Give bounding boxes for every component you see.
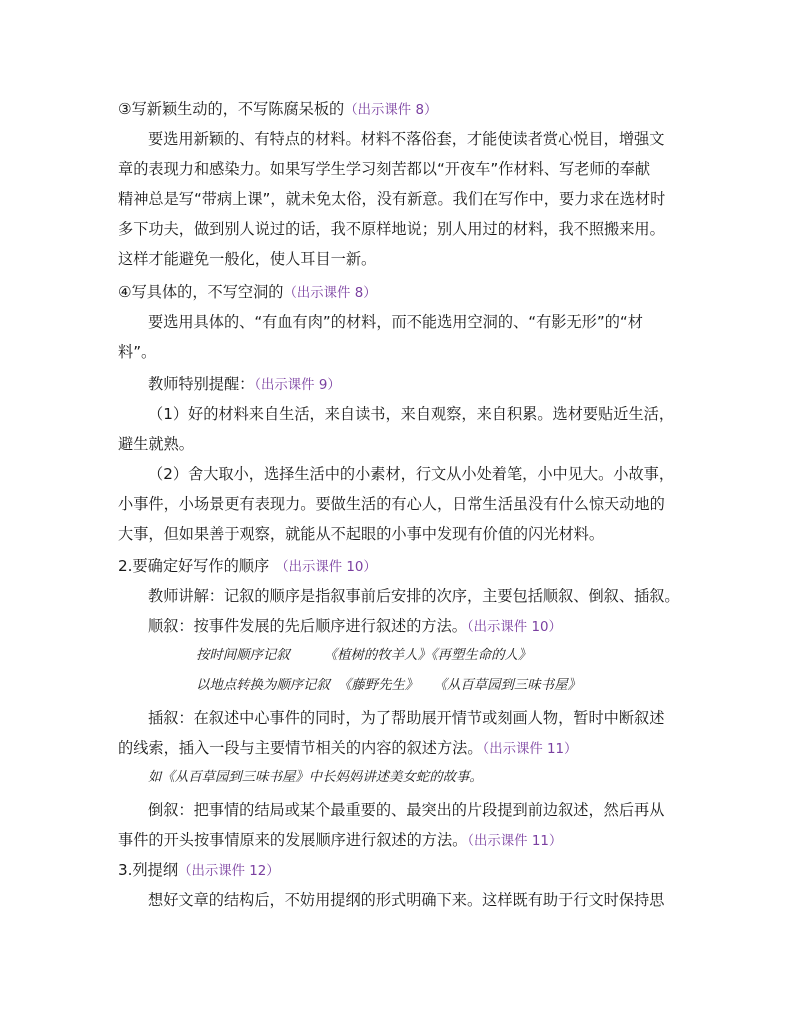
example-label: 以地点转换为顺序记叙 bbox=[196, 678, 330, 693]
courseware-ref: （出示课件 8） bbox=[344, 103, 438, 118]
courseware-ref: （出示课件 10） bbox=[466, 620, 562, 635]
courseware-ref: （出示课件 8） bbox=[283, 286, 377, 301]
paragraph-line: 小事件，小场景更有表现力。要做生活的有心人，日常生活虽没有什么惊天动地的 bbox=[118, 495, 665, 513]
example-label: 按时间顺序记叙 bbox=[196, 648, 290, 663]
paragraph-line: 精神总是写“带病上课”，就未免太俗，没有新意。我们在写作中，要力求在选材时 bbox=[118, 190, 666, 208]
paragraph-line: 料”。 bbox=[118, 343, 157, 361]
example-work: 《从百草园到三味书屋》 bbox=[440, 678, 581, 693]
courseware-ref: （出示课件 11） bbox=[482, 742, 578, 757]
paragraph-line: 大事，但如果善于观察，就能从不起眼的小事中发现有价值的闪光材料。 bbox=[118, 525, 604, 543]
example-work: 《藤野先生》 bbox=[337, 678, 419, 693]
courseware-ref: （出示课件 9） bbox=[254, 378, 341, 393]
example-place-order bbox=[196, 674, 581, 698]
tip-label-text: 教师特别提醒： bbox=[148, 375, 255, 393]
paragraph-line: 想好文章的结构后，不妨用提纲的形式明确下来。这样既有助于行文时保持思 bbox=[148, 891, 665, 909]
courseware-ref: （出示课件 10） bbox=[275, 560, 377, 575]
example-works: 《植树的牧羊人》《再塑生命的人》 bbox=[323, 648, 532, 663]
paragraph-line: 这样才能避免一般化，使人耳目一新。 bbox=[118, 250, 377, 268]
courseware-ref: （出示课件 11） bbox=[467, 834, 563, 849]
shun-text: 顺叙：按事件发展的先后顺序进行叙述的方法。 bbox=[148, 617, 467, 635]
heading-text: 3.列提纲 bbox=[118, 861, 179, 879]
section-3-heading bbox=[118, 97, 437, 123]
courseware-ref: （出示课件 12） bbox=[178, 864, 280, 879]
paragraph-line: 多下功夫，做到别人说过的话，我不原样地说；别人用过的材料，我不照搬来用。 bbox=[118, 220, 665, 238]
shun-definition bbox=[148, 614, 562, 640]
paragraph-line: 避生就熟。 bbox=[118, 435, 194, 453]
cha-definition: 插叙：在叙述中心事件的同时，为了帮助展开情节或刻画人物，暂时中断叙述 bbox=[148, 709, 665, 727]
tip-item-2: （2）舍大取小，选择生活中的小素材，行文从小处着笔，小中见大。小故事， bbox=[148, 465, 675, 483]
tip-item-1: （1）好的材料来自生活，来自读书，来自观察，来自积累。选材要贴近生活， bbox=[148, 405, 675, 423]
heading-text: ④写具体的，不写空洞的 bbox=[118, 283, 284, 301]
example-time-order bbox=[196, 644, 531, 668]
heading-text: 2.要确定好写作的顺序 bbox=[118, 557, 270, 575]
dao-text: 事件的开头按事情原来的发展顺序进行叙述的方法。 bbox=[118, 831, 468, 849]
cha-text: 的线索，插入一段与主要情节相关的内容的叙述方法。 bbox=[118, 739, 483, 757]
paragraph-line bbox=[118, 828, 562, 854]
outline-heading bbox=[118, 858, 280, 884]
paragraph-line: 要选用具体的、“有血有肉”的材料，而不能选用空洞的、“有影无形”的“材 bbox=[148, 313, 643, 331]
order-heading bbox=[118, 554, 377, 580]
paragraph-line: 章的表现力和感染力。如果写学生学习刻苦都以“开夜车”作材料、写老师的奉献 bbox=[118, 160, 651, 178]
heading-text: ③写新颖生动的，不写陈腐呆板的 bbox=[118, 100, 345, 118]
section-4-heading bbox=[118, 280, 377, 306]
teacher-explain: 教师讲解：记叙的顺序是指叙事前后安排的次序，主要包括顺叙、倒叙、插叙。 bbox=[148, 587, 680, 605]
paragraph-line: 要选用新颖的、有特点的材料。材料不落俗套，才能使读者赏心悦目，增强文 bbox=[148, 130, 665, 148]
cha-example: 如《从百草园到三味书屋》中长妈妈讲述美女蛇的故事。 bbox=[148, 770, 483, 785]
dao-definition: 倒叙：把事情的结局或某个最重要的、最突出的片段提到前边叙述，然后再从 bbox=[148, 801, 665, 819]
paragraph-line bbox=[118, 736, 577, 762]
teacher-tip-label bbox=[148, 372, 341, 398]
